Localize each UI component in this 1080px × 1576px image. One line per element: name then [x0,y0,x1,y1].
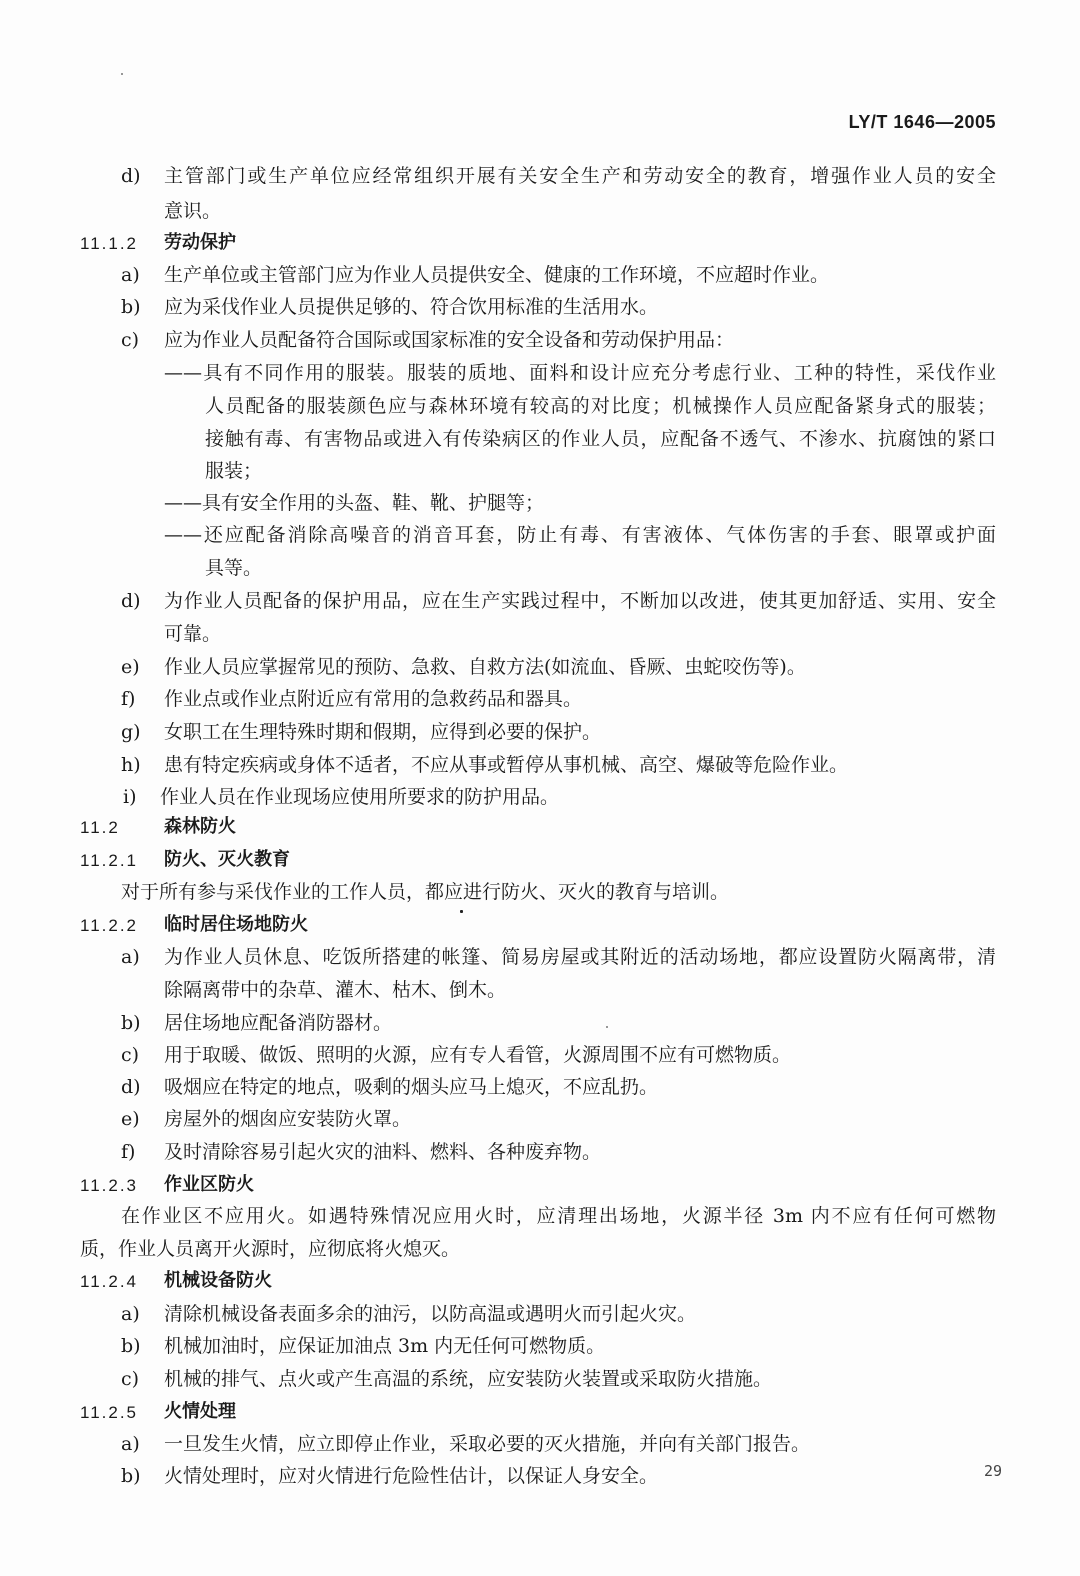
item-label: h) [121,754,141,776]
item-text: 火情处理时，应对火情进行危险性估计，以保证人身安全。 [164,1465,659,1487]
item-label: d) [121,590,141,612]
item-text: 女职工在生理特殊时期和假期，应得到必要的保护。 [164,721,602,743]
paragraph: 对于所有参与采伐作业的工作人员，都应进行防火、灭火的教育与培训。 [121,881,730,903]
item-label: d) [121,165,141,187]
item-text: 为作业人员配备的保护用品，应在生产实践过程中，不断加以改进，使其更加舒适、实用、安全 [164,590,996,612]
dash-item-cont: 人员配备的服装颜色应与森林环境有较高的对比度；机械操作人员应配备紧身式的服装； [205,395,996,417]
item-label: a) [121,1303,140,1325]
item-text-cont: 除隔离带中的杂草、灌木、枯木、倒木。 [164,979,507,1001]
section-heading: 作业区防火 [164,1174,254,1195]
item-label: b) [121,1335,141,1357]
section-number: 11.1.2 [80,234,139,253]
item-label: b) [121,1012,141,1034]
section-number: 11.2.5 [80,1403,139,1422]
item-label: c) [121,329,140,351]
item-text: 应为作业人员配备符合国际或国家标准的安全设备和劳动保护用品： [164,329,735,351]
item-label: a) [121,946,140,968]
item-text: 吸烟应在特定的地点，吸剩的烟头应马上熄灭，不应乱扔。 [164,1076,659,1098]
item-label: e) [121,656,140,678]
section-number: 11.2.1 [80,851,139,870]
section-number: 11.2.3 [80,1176,139,1195]
item-label: g) [121,721,141,743]
item-label: e) [121,1108,140,1130]
section-heading: 火情处理 [164,1401,236,1422]
item-text: 及时清除容易引起火灾的油料、燃料、各种废弃物。 [164,1141,602,1163]
section-heading: 临时居住场地防火 [164,914,308,935]
paragraph-cont: 质，作业人员离开火源时，应彻底将火熄灭。 [80,1238,461,1260]
section-number: 11.2.4 [80,1272,139,1291]
item-text: 一旦发生火情，应立即停止作业，采取必要的灭火措施，并向有关部门报告。 [164,1433,811,1455]
dash-item-cont: 接触有毒、有害物品或进入有传染病区的作业人员，应配备不透气、不渗水、抗腐蚀的紧口 [205,428,996,450]
scan-speck [606,1026,608,1028]
item-text: 应为采伐作业人员提供足够的、符合饮用标准的生活用水。 [164,296,659,318]
item-label: i) [123,786,137,808]
scan-speck [121,73,123,75]
dash-item: ——具有安全作用的头盔、鞋、靴、护腿等； [164,492,545,514]
dash-item: ——具有不同作用的服装。服装的质地、面料和设计应充分考虑行业、工种的特性，采伐作业 [164,362,996,384]
dash-item-cont: 服装； [205,460,263,482]
item-label: f) [121,1141,136,1163]
section-number: 11.2.2 [80,916,139,935]
section-heading: 劳动保护 [164,232,236,253]
section-heading: 机械设备防火 [164,1270,272,1291]
item-text: 作业人员应掌握常见的预防、急救、自救方法(如流血、昏厥、虫蛇咬伤等)。 [164,656,806,678]
item-label: a) [121,264,140,286]
item-text: 居住场地应配备消防器材。 [164,1012,393,1034]
scan-speck [460,910,463,913]
item-text: 为作业人员休息、吃饭所搭建的帐篷、简易房屋或其附近的活动场地，都应设置防火隔离带，清 [164,946,996,968]
item-label: d) [121,1076,141,1098]
section-heading: 防火、灭火教育 [164,849,290,870]
item-text-cont: 可靠。 [164,623,222,645]
paragraph: 在作业区不应用火。如遇特殊情况应用火时，应清理出场地，火源半径 3m 内不应有任何可燃物 [121,1205,996,1227]
item-label: b) [121,1465,141,1487]
section-heading: 森林防火 [164,816,236,837]
item-text: 机械加油时，应保证加油点 3m 内无任何可燃物质。 [164,1335,606,1357]
item-text-cont: 意识。 [164,200,222,222]
dash-item: ——还应配备消除高噪音的消音耳套，防止有毒、有害液体、气体伤害的手套、眼罩或护面 [164,524,996,546]
section-number: 11.2 [80,818,120,837]
item-text: 作业点或作业点附近应有常用的急救药品和器具。 [164,688,583,710]
item-text: 机械的排气、点火或产生高温的系统，应安装防火装置或采取防火措施。 [164,1368,773,1390]
item-label: f) [121,688,136,710]
item-label: c) [121,1044,140,1066]
item-text: 房屋外的烟囱应安装防火罩。 [164,1108,412,1130]
item-label: c) [121,1368,140,1390]
standard-code: LY/T 1646—2005 [848,112,996,132]
item-text: 作业人员在作业现场应使用所要求的防护用品。 [160,786,560,808]
item-text: 清除机械设备表面多余的油污，以防高温或遇明火而引起火灾。 [164,1303,697,1325]
dash-item-cont: 具等。 [205,557,263,579]
page-number: 29 [983,1462,1002,1480]
item-text: 主管部门或生产单位应经常组织开展有关安全生产和劳动安全的教育，增强作业人员的安全 [164,165,996,187]
item-text: 生产单位或主管部门应为作业人员提供安全、健康的工作环境，不应超时作业。 [164,264,830,286]
item-label: b) [121,296,141,318]
item-label: a) [121,1433,140,1455]
item-text: 患有特定疾病或身体不适者，不应从事或暂停从事机械、高空、爆破等危险作业。 [164,754,849,776]
item-text: 用于取暖、做饭、照明的火源，应有专人看管，火源周围不应有可燃物质。 [164,1044,792,1066]
